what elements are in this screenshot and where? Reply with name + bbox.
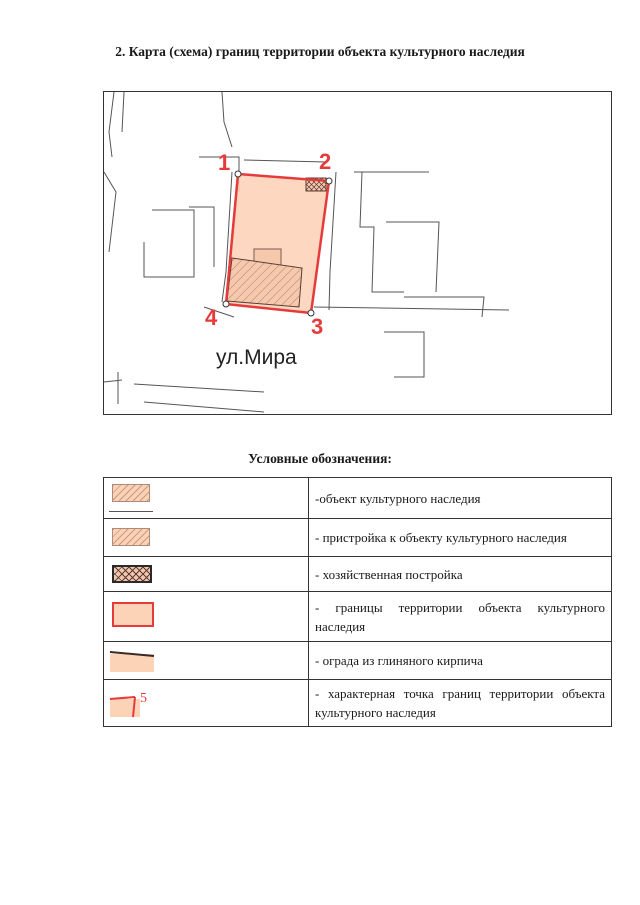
heritage-object-icon	[112, 484, 150, 502]
legend-row	[104, 642, 612, 680]
legend-row	[104, 519, 612, 557]
legend-row	[104, 592, 612, 642]
boundary-map	[103, 91, 612, 415]
street-label: ул.Мира	[216, 346, 297, 369]
point-2-label: 2	[319, 149, 332, 174]
point-1-marker	[235, 171, 241, 177]
legend-row	[104, 680, 612, 727]
legend-description: - хозяйственная постройка	[309, 557, 612, 592]
extension-icon	[112, 528, 150, 546]
legend-description: -объект культурного наследия	[309, 478, 612, 519]
point-1-label: 1	[218, 150, 231, 175]
legend-description: - границы территории объекта культурного наследия	[309, 592, 612, 642]
legend-row	[104, 557, 612, 592]
legend-description: - пристройка к объекту культурного наследия	[309, 519, 612, 557]
map-drawing	[104, 92, 611, 414]
outbuilding-icon	[112, 565, 152, 583]
boundary-icon	[112, 602, 154, 627]
fence-icon	[109, 646, 159, 676]
legend-description: - ограда из глиняного кирпича	[309, 642, 612, 680]
legend-description: - характерная точка границ территории объекта культурного наследия	[309, 680, 612, 727]
legend-title: Условные обозначения:	[248, 451, 392, 466]
point-4-marker	[223, 301, 229, 307]
point-icon	[109, 685, 169, 721]
page-title: 2. Карта (схема) границ территории объекта культурного наследия	[115, 44, 525, 59]
point-icon-label: 5	[140, 691, 147, 706]
legend-row	[104, 478, 612, 519]
point-2-marker	[326, 178, 332, 184]
point-3-label: 3	[311, 314, 324, 339]
heritage-object-underline	[109, 511, 153, 512]
point-4-label: 4	[205, 305, 218, 330]
legend-table	[103, 477, 612, 727]
